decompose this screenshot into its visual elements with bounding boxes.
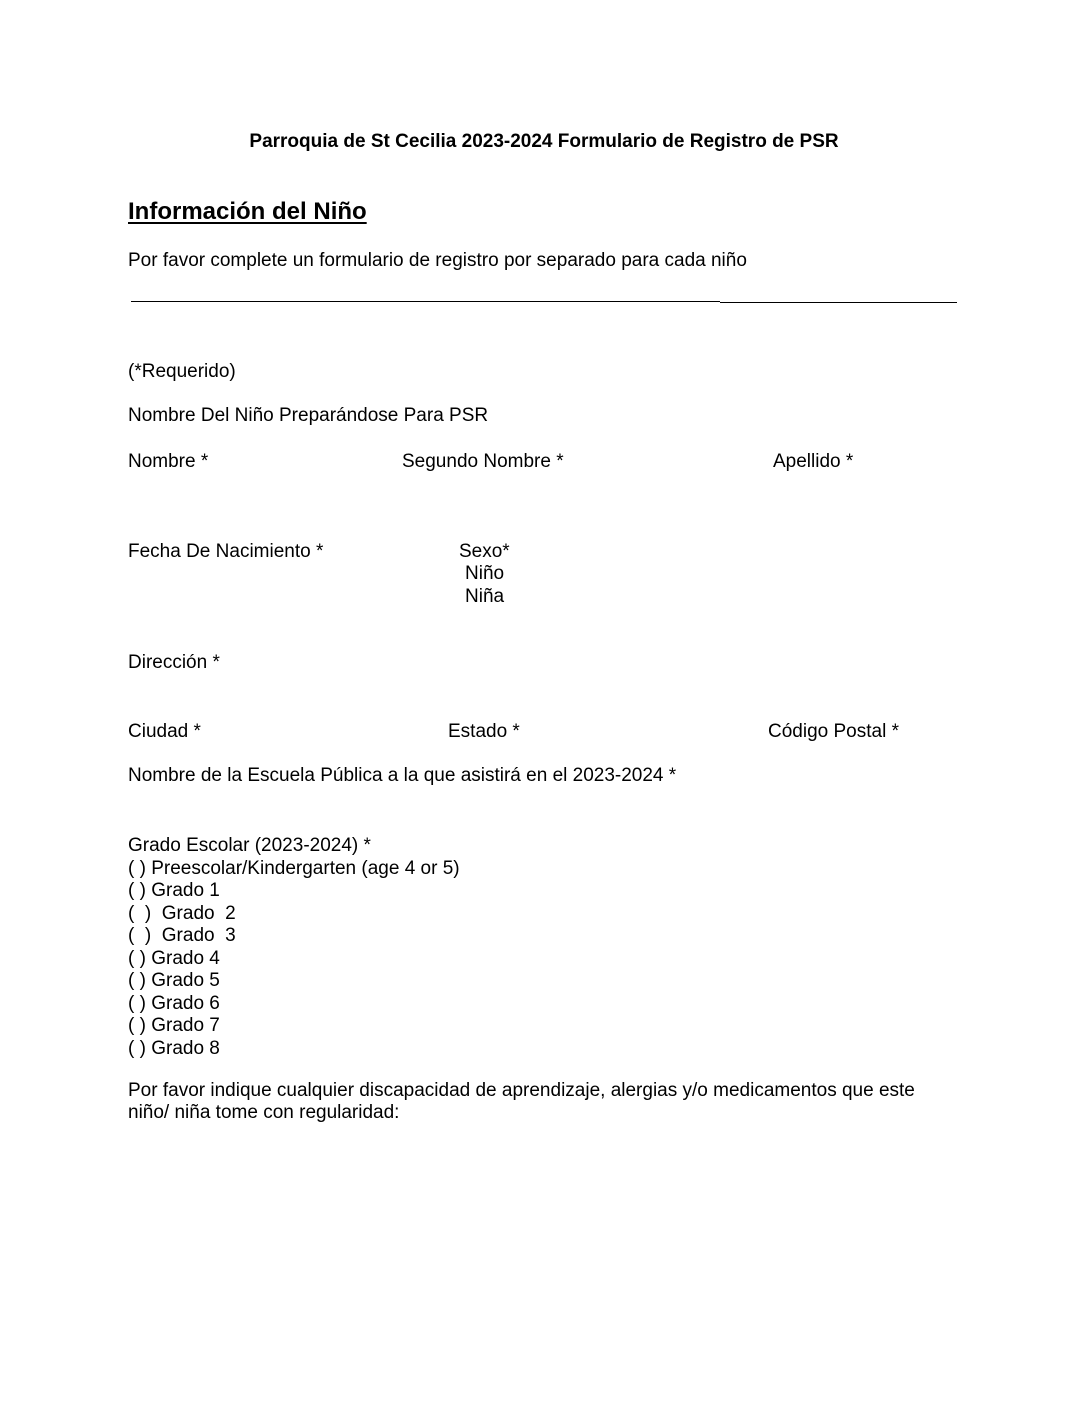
grade-option-8[interactable]: ( ) Grado 8: [128, 1037, 220, 1059]
grade-option-4[interactable]: ( ) Grado 4: [128, 947, 220, 969]
grade-option-2[interactable]: ( ) Grado 2: [128, 902, 236, 924]
required-note: (*Requerido): [128, 361, 236, 382]
grade-label: Grado Escolar (2023-2024) *: [128, 835, 371, 856]
state-label: Estado *: [448, 721, 520, 742]
sex-option-boy[interactable]: Niño: [465, 563, 505, 584]
divider-line-left: [131, 301, 612, 302]
zip-label: Código Postal *: [768, 721, 899, 742]
sex-label: Sexo*: [459, 541, 510, 562]
middle-name-label: Segundo Nombre *: [402, 451, 564, 472]
child-name-label: Nombre Del Niño Preparándose Para PSR: [128, 405, 489, 426]
grade-option-6[interactable]: ( ) Grado 6: [128, 992, 220, 1014]
sex-option-girl[interactable]: Niña: [465, 586, 505, 607]
divider-line-right: [720, 302, 957, 303]
grade-option-5[interactable]: ( ) Grado 5: [128, 970, 220, 991]
instruction-text: Por favor complete un formulario de registro por separado para cada niño: [128, 250, 747, 271]
grade-option-1[interactable]: ( ) Grado 1: [128, 880, 220, 901]
grade-option-3[interactable]: ( ) Grado 3: [128, 925, 236, 946]
address-label: Dirección *: [128, 652, 220, 673]
section-heading: Información del Niño: [128, 198, 367, 225]
first-name-label: Nombre *: [128, 451, 209, 472]
medical-info-label: Por favor indique cualquier discapacidad de aprendizaje, alergias y/o medicamentos que este niño/ niña tome con regularidad:: [128, 1080, 915, 1123]
city-label: Ciudad *: [128, 721, 201, 742]
grade-option-preschool[interactable]: ( ) Preescolar/Kindergarten (age 4 or 5): [128, 857, 460, 879]
divider-line-middle: [612, 301, 720, 302]
birth-date-label: Fecha De Nacimiento *: [128, 541, 324, 562]
last-name-label: Apellido *: [773, 451, 854, 472]
school-label: Nombre de la Escuela Pública a la que asistirá en el 2023-2024 *: [128, 765, 677, 786]
page-title: Parroquia de St Cecilia 2023-2024 Formulario de Registro de PSR: [249, 131, 839, 152]
grade-option-7[interactable]: ( ) Grado 7: [128, 1015, 220, 1036]
grade-section: [128, 835, 460, 1060]
